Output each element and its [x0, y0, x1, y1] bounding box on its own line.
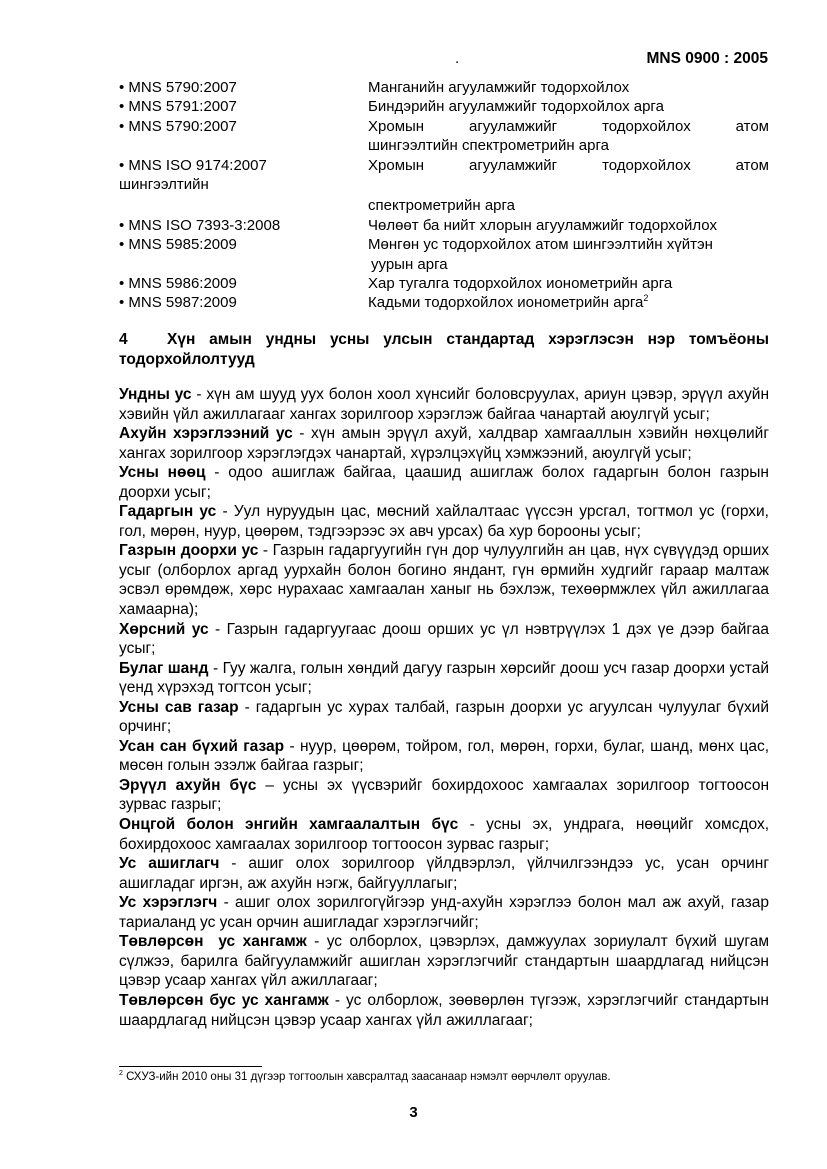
standard-description: Мөнгөн ус тодорхойлох атом шингээлтийн хүйтэн	[368, 236, 713, 254]
standard-code: • MNS 5986:2009	[119, 275, 237, 293]
definition-item	[119, 463, 769, 502]
definition-text: - нуур, цөөрөм, тойром, гол, мөрөн, горхи, булаг, шанд, мөнх цас, мөсөн голын эзэлж байгаа газрыг;	[119, 737, 769, 775]
definition-text: - ус олборлож, зөөвөрлөн түгээж, хэрэглэгчийг стандартын шаардлагад нийцсэн цэвэр усаар хангах үйл ажиллагааг;	[119, 991, 769, 1029]
definition-item	[119, 815, 769, 854]
standard-description: Биндэрийн агууламжийг тодорхойлох арга	[368, 98, 664, 116]
footnote	[119, 1071, 611, 1083]
section-heading	[119, 330, 769, 369]
header-dot: .	[455, 50, 460, 67]
standard-description	[368, 293, 769, 312]
standard-description-text: Кадьми тодорхойлох ионометрийн арга	[368, 294, 644, 312]
standard-row	[119, 216, 769, 235]
standard-code: • MNS 5791:2007	[119, 98, 237, 116]
standard-description: Чөлөөт ба нийт хлорын агууламжийг тодорхойлох	[368, 216, 717, 234]
definition-text: - одоо ашиглаж байгаа, цаашид ашиглаж болох гадаргын болон газрын доорхи усыг;	[119, 464, 769, 501]
definition-text: - усны эх, ундрага, нөөцийг хомсдох, бохирдохоос хамгаалах зорилгоор тогтоосон зурвас газрыг;	[119, 816, 769, 853]
footnote-text: СХУЗ-ийн 2010 оны 31 дүгээр тогтоолын хавсралтад заасанаар нэмэлт өөрчлөлт оруулав.	[122, 1071, 611, 1083]
header-standard-number: MNS 0900 : 2005	[646, 50, 768, 67]
definition-term: Төвлөрсөн бус ус хангамж	[119, 991, 329, 1009]
definition-term: Хөрсний ус	[119, 620, 209, 638]
standard-description-continued: шингээлтийн спектрометрийн арга	[368, 137, 609, 155]
footnote-reference[interactable]: 2	[643, 293, 649, 304]
standard-description: Хар тугалга тодорхойлох ионометрийн арга	[368, 275, 673, 293]
definition-item	[119, 424, 769, 463]
definition-item	[119, 737, 769, 776]
standard-code: • MNS 5987:2009	[119, 294, 237, 312]
definition-term: Газрын доорхи ус	[119, 542, 259, 560]
standard-code-continued: шингээлтийн	[119, 176, 209, 194]
standard-row	[119, 97, 769, 116]
standard-description: Манганийн агууламжийг тодорхойлох	[368, 79, 630, 96]
standards-list	[119, 78, 769, 313]
definition-term: Эрүүл ахуйн бүс	[119, 776, 257, 794]
definition-text: - Уул нуруудын цас, мөсний хайлалтаас үүссэн урсгал, тогтмол ус (горхи, гол, мөрөн, нуур, цөөрөм, тэдгээрээс эх авч урсах) ба хур борооны усыг;	[119, 503, 769, 540]
definition-item	[119, 854, 769, 893]
definition-item	[119, 541, 769, 619]
definition-term: Булаг шанд	[119, 659, 209, 677]
definition-item	[119, 659, 769, 698]
standard-row	[119, 235, 769, 274]
definition-text: - Газрын гадаргуугаас доош орших ус үл нэвтрүүлэх 1 дэх үе дээр байгаа усыг;	[119, 620, 769, 658]
definition-item	[119, 698, 769, 737]
definition-text: - хүн ам шууд уух болон хоол хүнсийг боловсруулах, ариун цэвэр, эрүүл ахуйн хэвийн үйл ажиллагааг хангах зорилгоор хэрэглэж байгаа чанартай аюулгүй усыг;	[119, 386, 769, 423]
section-number: 4	[119, 331, 128, 348]
standard-code: • MNS ISO 9174:2007	[119, 156, 267, 174]
definition-text: - Газрын гадаргуугийн гүн дор чулуулгийн ан цав, нүх сүвүүдэд орших усыг (олборлох аргад уурхайн болон богино яндант, гүн өрмийн худгийг гараар малтаж эсвэл өрөмдөж, хөрс нурахаас хамгаалан ханыг нь бэхлэж, техөөрмжлех үйл ажиллагаа хамаарна);	[119, 542, 769, 619]
standard-code: • MNS 5790:2007	[119, 79, 237, 96]
definition-term: Ус хэрэглэгч	[119, 894, 218, 912]
definition-term: Усан сан бүхий газар	[119, 737, 285, 755]
standard-row	[119, 117, 769, 156]
definition-term: Ахуйн хэрэглээний ус	[119, 425, 293, 443]
standard-description-continued: уурын арга	[371, 255, 448, 273]
standard-code: • MNS 5985:2009	[119, 236, 237, 254]
footnote-separator	[119, 1066, 262, 1067]
definition-term: Усны нөөц	[119, 464, 206, 482]
definitions-list	[119, 385, 769, 1030]
definition-item	[119, 893, 769, 932]
definition-item	[119, 502, 769, 541]
standard-description: Хромын агууламжийг тодорхойлох атом	[368, 156, 769, 174]
standard-code: • MNS 5790:2007	[119, 117, 237, 135]
definition-text: - ус олборлох, цэвэрлэх, дамжуулах зориулалт бүхий шугам сүлжээ, барилга байгууламжийг ашиглан хэрэглэгчийг стандартын шаардлагад нийцсэн цэвэр усаар хангах үйл ажиллагааг;	[119, 933, 769, 990]
definition-term: Ус ашиглагч	[119, 855, 220, 873]
standard-description-continued: спектрометрийн арга	[368, 197, 515, 215]
definition-text: - гадаргын ус хурах талбай, газрын доорхи ус агуулсан чулуулаг бүхий орчинг;	[119, 698, 769, 736]
definition-text: - Гуу жалга, голын хөндий дагуу газрын хөрсийг доош усч газар доорхи устай үенд хүрэхэд тогтсон усыг;	[119, 659, 770, 697]
standard-row	[119, 274, 769, 293]
definition-term: Гадаргын ус	[119, 503, 217, 521]
footnote-mark: 2	[119, 1070, 123, 1078]
definition-term: Төвлөрсөн ус хангамж	[119, 933, 307, 951]
definition-text: - хүн амын эрүүл ахуй, халдвар хамгааллын хэвийн нөхцөлийг хангах зорилгоор хэрэглэгдэх чанартай, хүрэлцэхүйц хэмжээний, аюулгүй усыг;	[119, 425, 769, 462]
definition-item	[119, 620, 769, 659]
definition-text: – усны эх үүсвэрийг бохирдохоос хамгаалах зорилгоор тогтоосон зурвас газрыг;	[119, 776, 769, 814]
definition-text: - ашиг олох зорилгоор үйлдвэрлэл, үйлчилгээндээ ус, усан орчинг ашигладаг иргэн, аж ахуйн нэгж, байгууллагыг;	[119, 855, 769, 892]
definition-text: - ашиг олох зорилгогүйгээр унд-ахуйн хэрэглээ болон мал аж ахуй, газар тариаланд ус усан орчин ашигладаг хэрэглэгчийг;	[119, 894, 769, 931]
definition-item	[119, 385, 769, 424]
definition-item	[119, 776, 769, 815]
standard-row	[119, 78, 769, 97]
standard-row	[119, 156, 769, 216]
definition-item	[119, 991, 769, 1030]
definition-term: Ундны ус	[119, 386, 192, 403]
definition-item	[119, 932, 769, 991]
standard-row	[119, 293, 769, 312]
page-number: 3	[409, 1104, 418, 1121]
section-title: Хүн амын ундны усны улсын стандартад хэрэглэсэн нэр томъёоны тодорхойлолтууд	[119, 331, 769, 368]
definition-term: Онцгой болон энгийн хамгаалалтын бүс	[119, 816, 459, 834]
standard-description: Хромын агууламжийг тодорхойлох атом	[368, 117, 769, 135]
definition-term: Усны сав газар	[119, 698, 239, 716]
standard-code: • MNS ISO 7393-3:2008	[119, 216, 281, 234]
